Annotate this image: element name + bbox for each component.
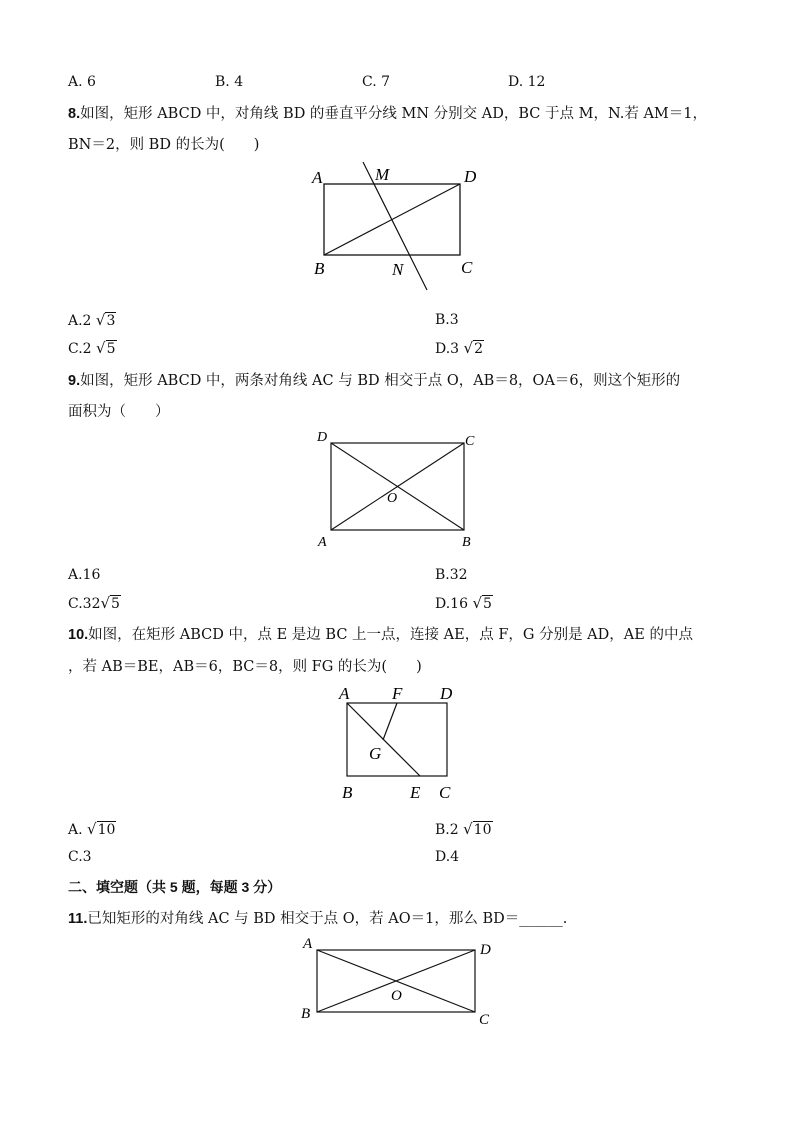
q10-label-b: B xyxy=(342,783,353,802)
q10-number: 10. xyxy=(68,627,89,643)
q9-figure xyxy=(310,425,490,555)
q8-label-n: N xyxy=(392,260,404,279)
q10-label-a: A xyxy=(339,684,350,703)
q8-stem-line1: 8.如图，矩形 ABCD 中，对角线 BD 的垂直平分线 MN 分别交 AD，BC 于点 M，N.若 AM＝1， xyxy=(68,106,707,122)
q8-figure xyxy=(300,158,500,298)
q10-option-d: D.4 xyxy=(435,849,460,865)
q10-option-b: B.2 √10 xyxy=(435,820,492,838)
q9-option-c: C.32√5 xyxy=(68,594,120,612)
q10-label-f: F xyxy=(392,684,403,703)
q10-stem-line2: ，若 AB＝BE，AB＝6，BC＝8，则 FG 的长为( ) xyxy=(68,659,422,675)
q9-option-a: A.16 xyxy=(68,567,101,583)
q7-option-b: B. 4 xyxy=(215,74,244,90)
q9-label-b: B xyxy=(462,535,471,550)
q11-stem: 11.已知矩形的对角线 AC 与 BD 相交于点 O，若 AO＝1，那么 BD＝______. xyxy=(68,911,568,927)
q10-label-d: D xyxy=(440,684,453,703)
q9-stem-line1: 9.如图，矩形 ABCD 中，两条对角线 AC 与 BD 相交于点 O，AB＝8，OA＝6，则这个矩形的 xyxy=(68,373,681,389)
q9-label-d: D xyxy=(317,430,328,445)
q8-stem-line2: BN＝2，则 BD 的长为( ) xyxy=(68,137,260,153)
q11-label-o: O xyxy=(391,988,402,1004)
q8-label-d: D xyxy=(464,167,477,186)
q8-label-m: M xyxy=(375,165,390,184)
q9-label-a: A xyxy=(318,535,327,550)
q8-label-c: C xyxy=(461,258,473,277)
q9-option-b: B.32 xyxy=(435,567,468,583)
q8-option-d: D.3 √2 xyxy=(435,339,484,357)
q11-label-a: A xyxy=(303,936,313,952)
q11-number: 11. xyxy=(68,911,88,927)
q10-figure xyxy=(330,680,470,805)
q10-label-e: E xyxy=(410,783,421,802)
q11-label-d: D xyxy=(480,942,491,958)
q9-option-d: D.16 √5 xyxy=(435,594,492,612)
q10-label-g: G xyxy=(369,744,382,763)
q10-option-a: A. √10 xyxy=(68,820,116,838)
q10-stem-line1: 10.如图，在矩形 ABCD 中，点 E 是边 BC 上一点，连接 AE，点 F，G 分别是 AD，AE 的中点 xyxy=(68,627,693,643)
q9-label-c: C xyxy=(465,434,475,449)
q10-segment-fg xyxy=(383,703,397,740)
q9-label-o: O xyxy=(387,491,398,506)
q9-number: 9. xyxy=(68,373,81,389)
q8-number: 8. xyxy=(68,106,81,122)
q7-option-d: D. 12 xyxy=(508,74,546,90)
q9-stem-line2: 面积为（ ） xyxy=(68,404,170,420)
q10-rectangle xyxy=(347,703,447,776)
section-heading-fill-in: 二、填空题（共 5 题，每题 3 分） xyxy=(68,879,282,895)
q11-figure xyxy=(295,933,505,1033)
q8-option-c: C.2 √5 xyxy=(68,339,116,357)
q8-label-b: B xyxy=(314,259,325,278)
q7-option-c: C. 7 xyxy=(362,74,391,90)
q8-option-a: A.2 √3 xyxy=(68,311,116,329)
q10-label-c: C xyxy=(439,783,451,802)
q7-option-a: A. 6 xyxy=(68,74,96,90)
q8-label-a: A xyxy=(312,168,323,187)
q11-label-c: C xyxy=(479,1012,490,1028)
q10-option-c: C.3 xyxy=(68,849,92,865)
q11-label-b: B xyxy=(301,1006,311,1022)
q8-option-b: B.3 xyxy=(435,312,459,328)
